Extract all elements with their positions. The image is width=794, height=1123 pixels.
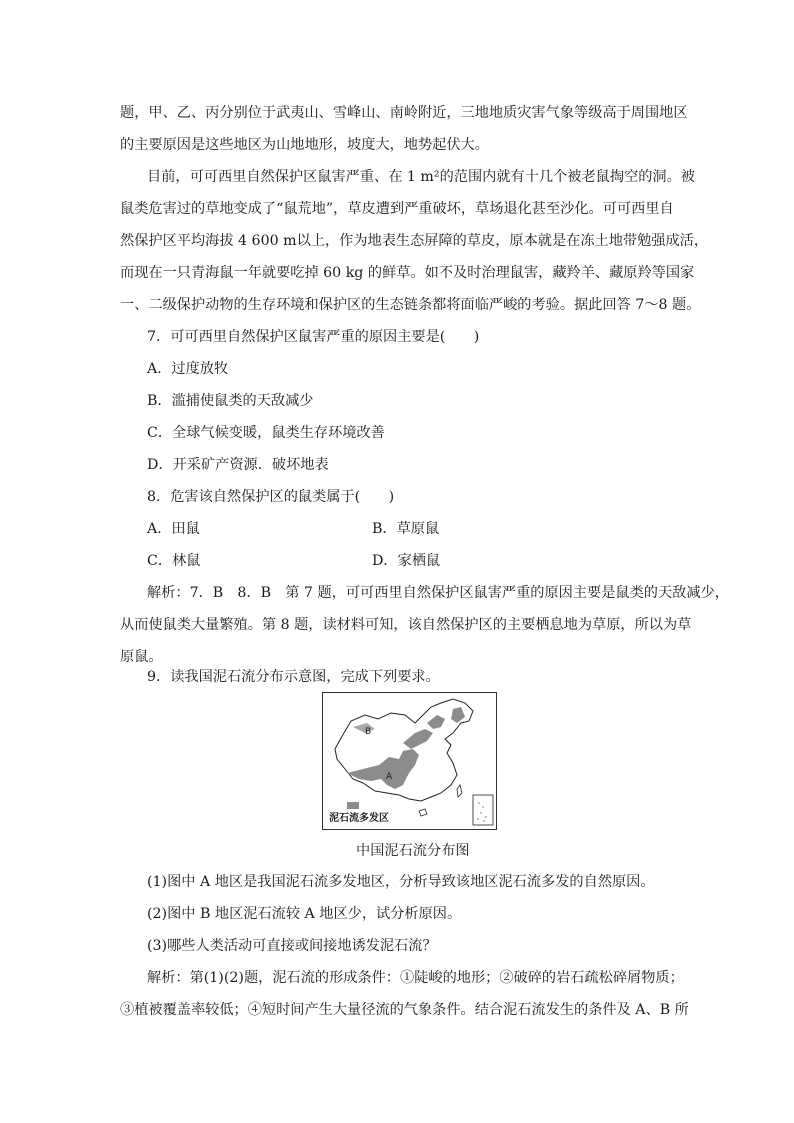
question-7-option-c: C．全球气候变暖，鼠类生存环境改善 bbox=[147, 425, 385, 441]
hainan-island bbox=[419, 809, 427, 816]
question-9-sub3: (3)哪些人类活动可直接或间接地诱发泥石流？ bbox=[147, 938, 437, 954]
question-7-option-d: D．开采矿产资源．破坏地表 bbox=[147, 457, 329, 473]
question-9-sub2: (2)图中 B 地区泥石流较 A 地区少，试分析原因。 bbox=[147, 906, 462, 922]
question-8-option-a: A．田鼠 bbox=[147, 521, 200, 537]
analysis-line: 从而使鼠类大量繁殖。第 8 题，读材料可知，该自然保护区的主要栖息地为草原，所以为草 bbox=[120, 617, 692, 633]
paragraph-line: 然保护区平均海拔 4 600 m以上，作为地表生态屏障的草皮，原本就是在冻土地带勉强成活， bbox=[120, 233, 709, 249]
analysis-line: ③植被覆盖率较低；④短时间产生大量径流的气象条件。结合泥石流发生的条件及 A、B 所 bbox=[120, 1002, 689, 1018]
question-8-stem: 8．危害该自然保护区的鼠类属于( ) bbox=[147, 489, 395, 505]
analysis-line: 解析：7．B 8．B 第 7 题，可可西里自然保护区鼠害严重的原因主要是鼠类的天敌减少， bbox=[147, 585, 729, 601]
paragraph-line: 的主要原因是这些地区为山地地形，坡度大，地势起伏大。 bbox=[120, 137, 489, 153]
question-9-sub1: (1)图中 A 地区是我国泥石流多发地区，分析导致该地区泥石流多发的自然原因。 bbox=[147, 874, 655, 890]
question-9-stem: 9．读我国泥石流分布示意图，完成下列要求。 bbox=[147, 669, 440, 685]
question-7-stem: 7．可可西里自然保护区鼠害严重的原因主要是( ) bbox=[147, 329, 480, 345]
question-8-option-b: B．草原鼠 bbox=[372, 521, 440, 537]
question-8-option-d: D．家栖鼠 bbox=[372, 553, 441, 569]
paragraph-line: 鼠类危害过的草地变成了“鼠荒地”，草皮遭到严重破坏，草场退化甚至沙化。可可西里自 bbox=[120, 201, 674, 217]
legend-label: 泥石流多发区 bbox=[329, 813, 389, 824]
paragraph-line: 目前，可可西里自然保护区鼠害严重、在 1 m²的范围内就有十几个被老鼠掏空的洞。被 bbox=[147, 169, 695, 185]
map-label-b: B bbox=[365, 727, 372, 737]
question-7-option-a: A．过度放牧 bbox=[147, 361, 229, 377]
south-china-sea-inset bbox=[473, 795, 493, 825]
figure-caption: 中国泥石流分布图 bbox=[356, 843, 470, 859]
paragraph-line: 题，甲、乙、丙分别位于武夷山、雪峰山、南岭附近，三地地质灾害气象等级高于周围地区 bbox=[120, 105, 688, 121]
map-label-a: A bbox=[386, 772, 393, 782]
analysis-line: 解析：第(1)(2)题，泥石流的形成条件：①陡峻的地形；②破碎的岩石疏松碎屑物质； bbox=[147, 970, 684, 986]
question-7-option-b: B．滥捕使鼠类的天敌减少 bbox=[147, 393, 314, 409]
analysis-line: 原鼠。 bbox=[120, 649, 163, 665]
taiwan-island bbox=[457, 785, 462, 797]
paragraph-line: 一、二级保护动物的生存环境和保护区的生态链条都将面临严峻的考验。据此回答 7～8 题。 bbox=[120, 297, 701, 313]
china-debris-flow-map bbox=[322, 692, 497, 830]
paragraph-line: 而现在一只青海鼠一年就要吃掉 60 kg 的鲜草。如不及时治理鼠害，藏羚羊、藏原羚等国家 bbox=[120, 265, 695, 281]
question-8-option-c: C．林鼠 bbox=[147, 553, 201, 569]
legend-swatch bbox=[347, 802, 359, 809]
map-drawing bbox=[323, 693, 496, 829]
